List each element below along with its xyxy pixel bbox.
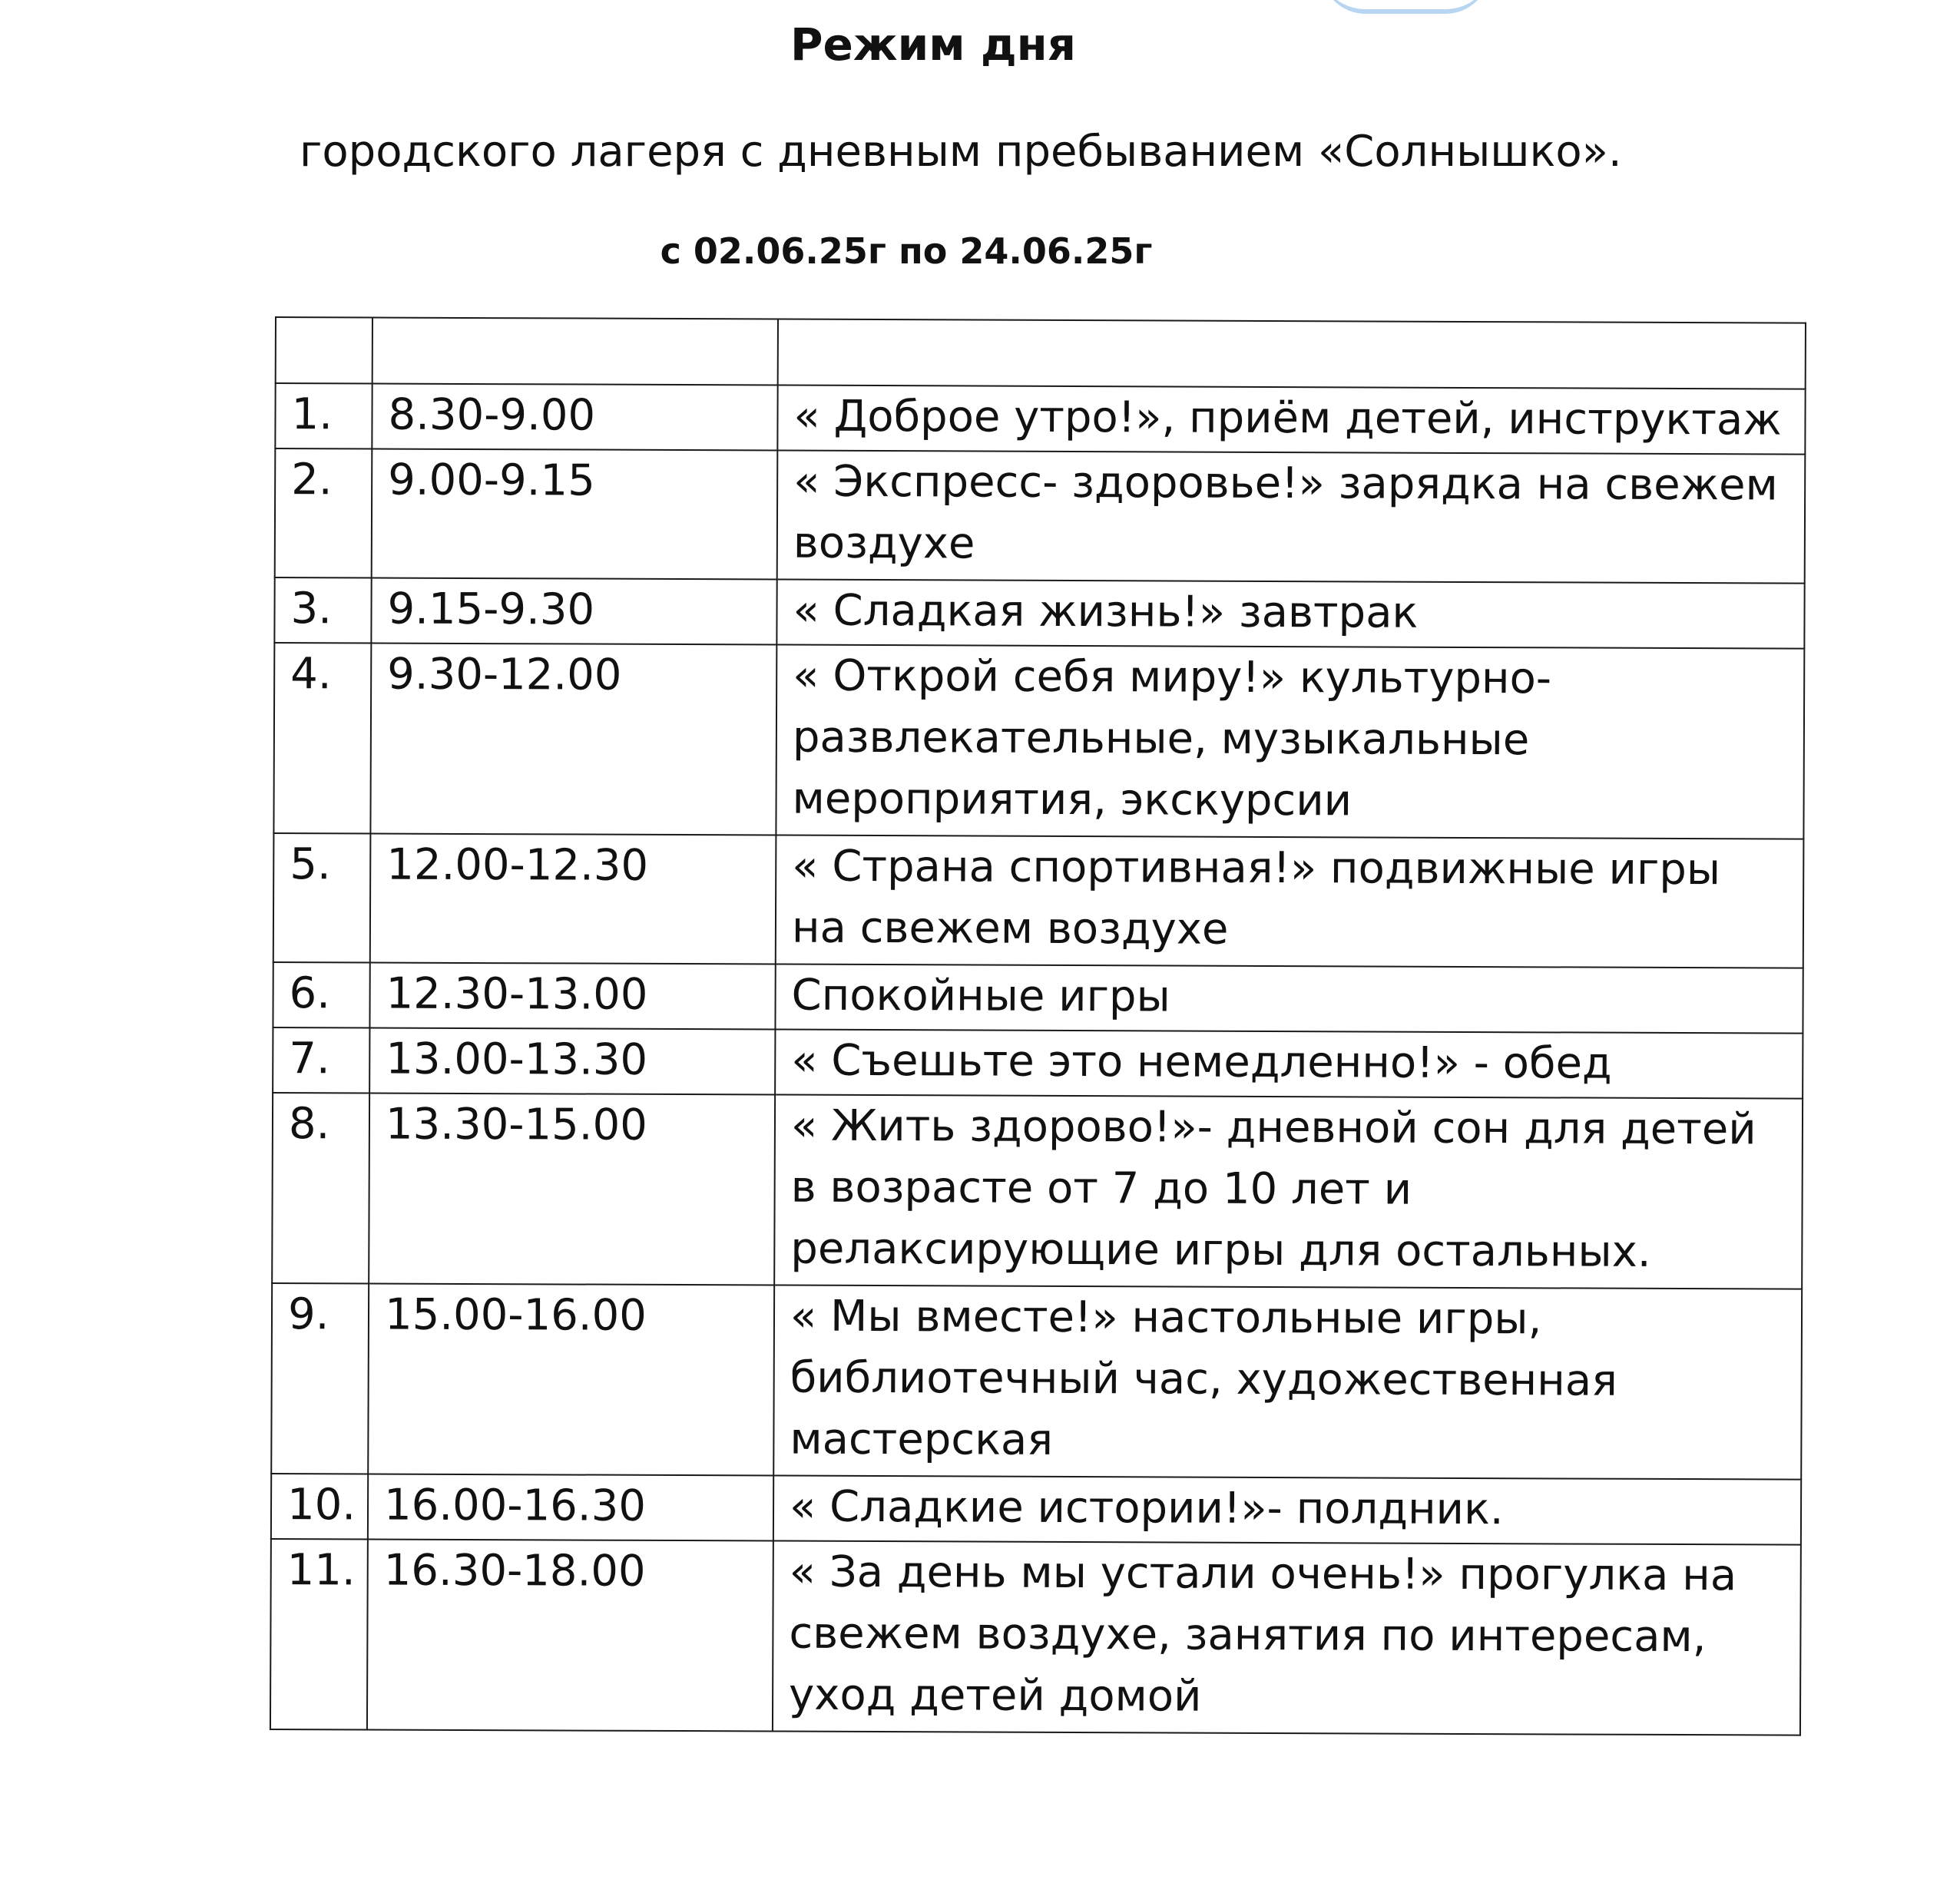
table-row	[275, 383, 1805, 455]
table-row	[274, 577, 1804, 649]
row-activity: « Съешьте это немедленно!» - обед	[775, 1030, 1803, 1099]
table-row	[271, 1474, 1801, 1545]
table-row	[271, 1283, 1802, 1480]
row-number: 2.	[275, 448, 372, 577]
row-number: 3.	[274, 577, 371, 643]
row-number: 7.	[273, 1027, 369, 1093]
table-row	[273, 1027, 1803, 1099]
row-number: 10.	[271, 1474, 368, 1539]
row-time: 15.00-16.00	[368, 1283, 774, 1475]
row-number: 9.	[271, 1283, 369, 1474]
row-number: 8.	[272, 1093, 369, 1283]
row-activity: « Мы вместе!» настольные игры, библиотечный час, художественная мастерская	[773, 1285, 1802, 1480]
row-number: 6.	[273, 962, 369, 1027]
row-activity: « Экспресс- здоровье!» зарядка на свежем воздухе	[777, 451, 1806, 584]
table-row	[273, 643, 1804, 839]
row-activity: Спокойные игры	[775, 965, 1803, 1034]
header-cell-activity	[778, 319, 1806, 389]
row-activity: « Сладкие истории!»- полдник.	[773, 1476, 1801, 1545]
row-activity: « Страна спортивная!» подвижные игры на свежем воздухе	[776, 835, 1804, 968]
header-cell-number	[276, 317, 372, 383]
row-activity: « Доброе утро!», приём детей, инструктаж	[777, 385, 1805, 455]
row-time: 13.00-13.30	[369, 1027, 775, 1094]
row-time: 9.30-12.00	[370, 643, 776, 835]
date-range: с 02.06.25г по 24.06.25г	[660, 230, 1153, 272]
row-time: 12.00-12.30	[370, 833, 776, 964]
row-time: 8.30-9.00	[372, 383, 777, 450]
document-subtitle: городского лагеря с дневным пребыванием «Солнышко».	[300, 127, 1622, 177]
row-time: 16.30-18.00	[367, 1539, 773, 1731]
row-activity: « Открой себя миру!» культурно-развлекательные, музыкальные мероприятия, экскурсии	[776, 645, 1804, 839]
table-row	[273, 833, 1804, 968]
row-time: 16.00-16.30	[368, 1474, 773, 1540]
table-row	[272, 1093, 1803, 1289]
row-time: 9.00-9.15	[372, 448, 778, 579]
row-number: 11.	[270, 1539, 368, 1729]
schedule-table	[270, 316, 1806, 1736]
row-number: 5.	[273, 833, 371, 962]
row-number: 1.	[275, 383, 372, 448]
document-title: Режим дня	[790, 18, 1076, 71]
row-activity: « За день мы устали очень!» прогулка на свежем воздухе, занятия по интересам, уход детей домой	[773, 1541, 1801, 1735]
row-number: 4.	[273, 643, 371, 833]
row-time: 13.30-15.00	[369, 1093, 775, 1285]
row-activity: « Жить здорово!»- дневной сон для детей в возрасте от 7 до 10 лет и релаксирующие игры для остальных.	[774, 1095, 1803, 1289]
table-header-row	[276, 317, 1806, 389]
row-time: 9.15-9.30	[371, 577, 776, 644]
table-row	[275, 448, 1806, 584]
row-activity: « Сладкая жизнь!» завтрак	[776, 580, 1804, 649]
row-time: 12.30-13.00	[369, 962, 775, 1029]
table-row	[270, 1539, 1801, 1735]
stamp-fragment	[1321, 0, 1490, 14]
header-cell-time	[372, 317, 778, 385]
table-row	[273, 962, 1803, 1034]
